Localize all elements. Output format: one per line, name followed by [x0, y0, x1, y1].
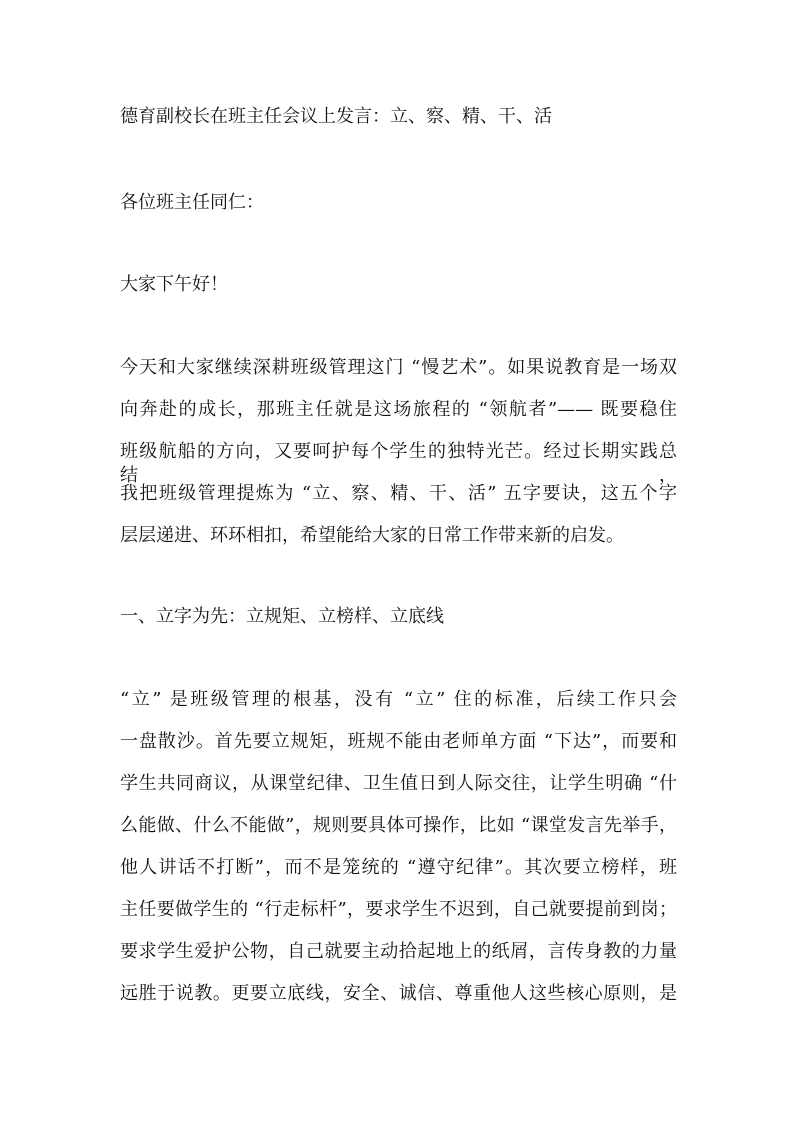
paragraph-line: 么能做、什么不能做”，规则要具体可操作，比如 “课堂发言先举手，: [120, 815, 677, 836]
greeting: 大家下午好！: [120, 274, 228, 295]
section-heading: 一、立字为先：立规矩、立榜样、立底线: [120, 606, 444, 627]
paragraph-line: 向奔赴的成长，那班主任就是这场旅程的 “领航者”—— 既要稳住: [120, 399, 677, 420]
salutation: 各位班主任同仁：: [120, 192, 264, 213]
paragraph-line: 一盘散沙。首先要立规矩，班规不能由老师单方面 “下达”，而要和: [120, 731, 677, 752]
paragraph-line: 要求学生爱护公物，自己就要主动拾起地上的纸屑，言传身教的力量: [120, 941, 677, 962]
paragraph-line: “立” 是班级管理的根基，没有 “立” 住的标准，后续工作只会: [120, 689, 677, 710]
document-title: 德育副校长在班主任会议上发言：立、察、精、干、活: [120, 106, 552, 127]
paragraph-line: 他人讲话不打断”，而不是笼统的 “遵守纪律”。其次要立榜样，班: [120, 857, 677, 878]
paragraph-line: 远胜于说教。更要立底线，安全、诚信、尊重他人这些核心原则，是: [120, 983, 677, 1004]
paragraph-line: 班级航船的方向，又要呵护每个学生的独特光芒。经过长期实践总结，: [120, 441, 677, 486]
paragraph-line: 主任要做学生的 “行走标杆”，要求学生不迟到，自己就要提前到岗；: [120, 899, 677, 920]
paragraph-line: 学生共同商议，从课堂纪律、卫生值日到人际交往，让学生明确 “什: [120, 773, 677, 794]
paragraph-line: 层层递进、环环相扣，希望能给大家的日常工作带来新的启发。: [120, 525, 624, 546]
paragraph-line: 我把班级管理提炼为 “立、察、精、干、活” 五字要诀，这五个字: [120, 483, 677, 504]
paragraph-line: 今天和大家继续深耕班级管理这门 “慢艺术”。如果说教育是一场双: [120, 357, 677, 378]
